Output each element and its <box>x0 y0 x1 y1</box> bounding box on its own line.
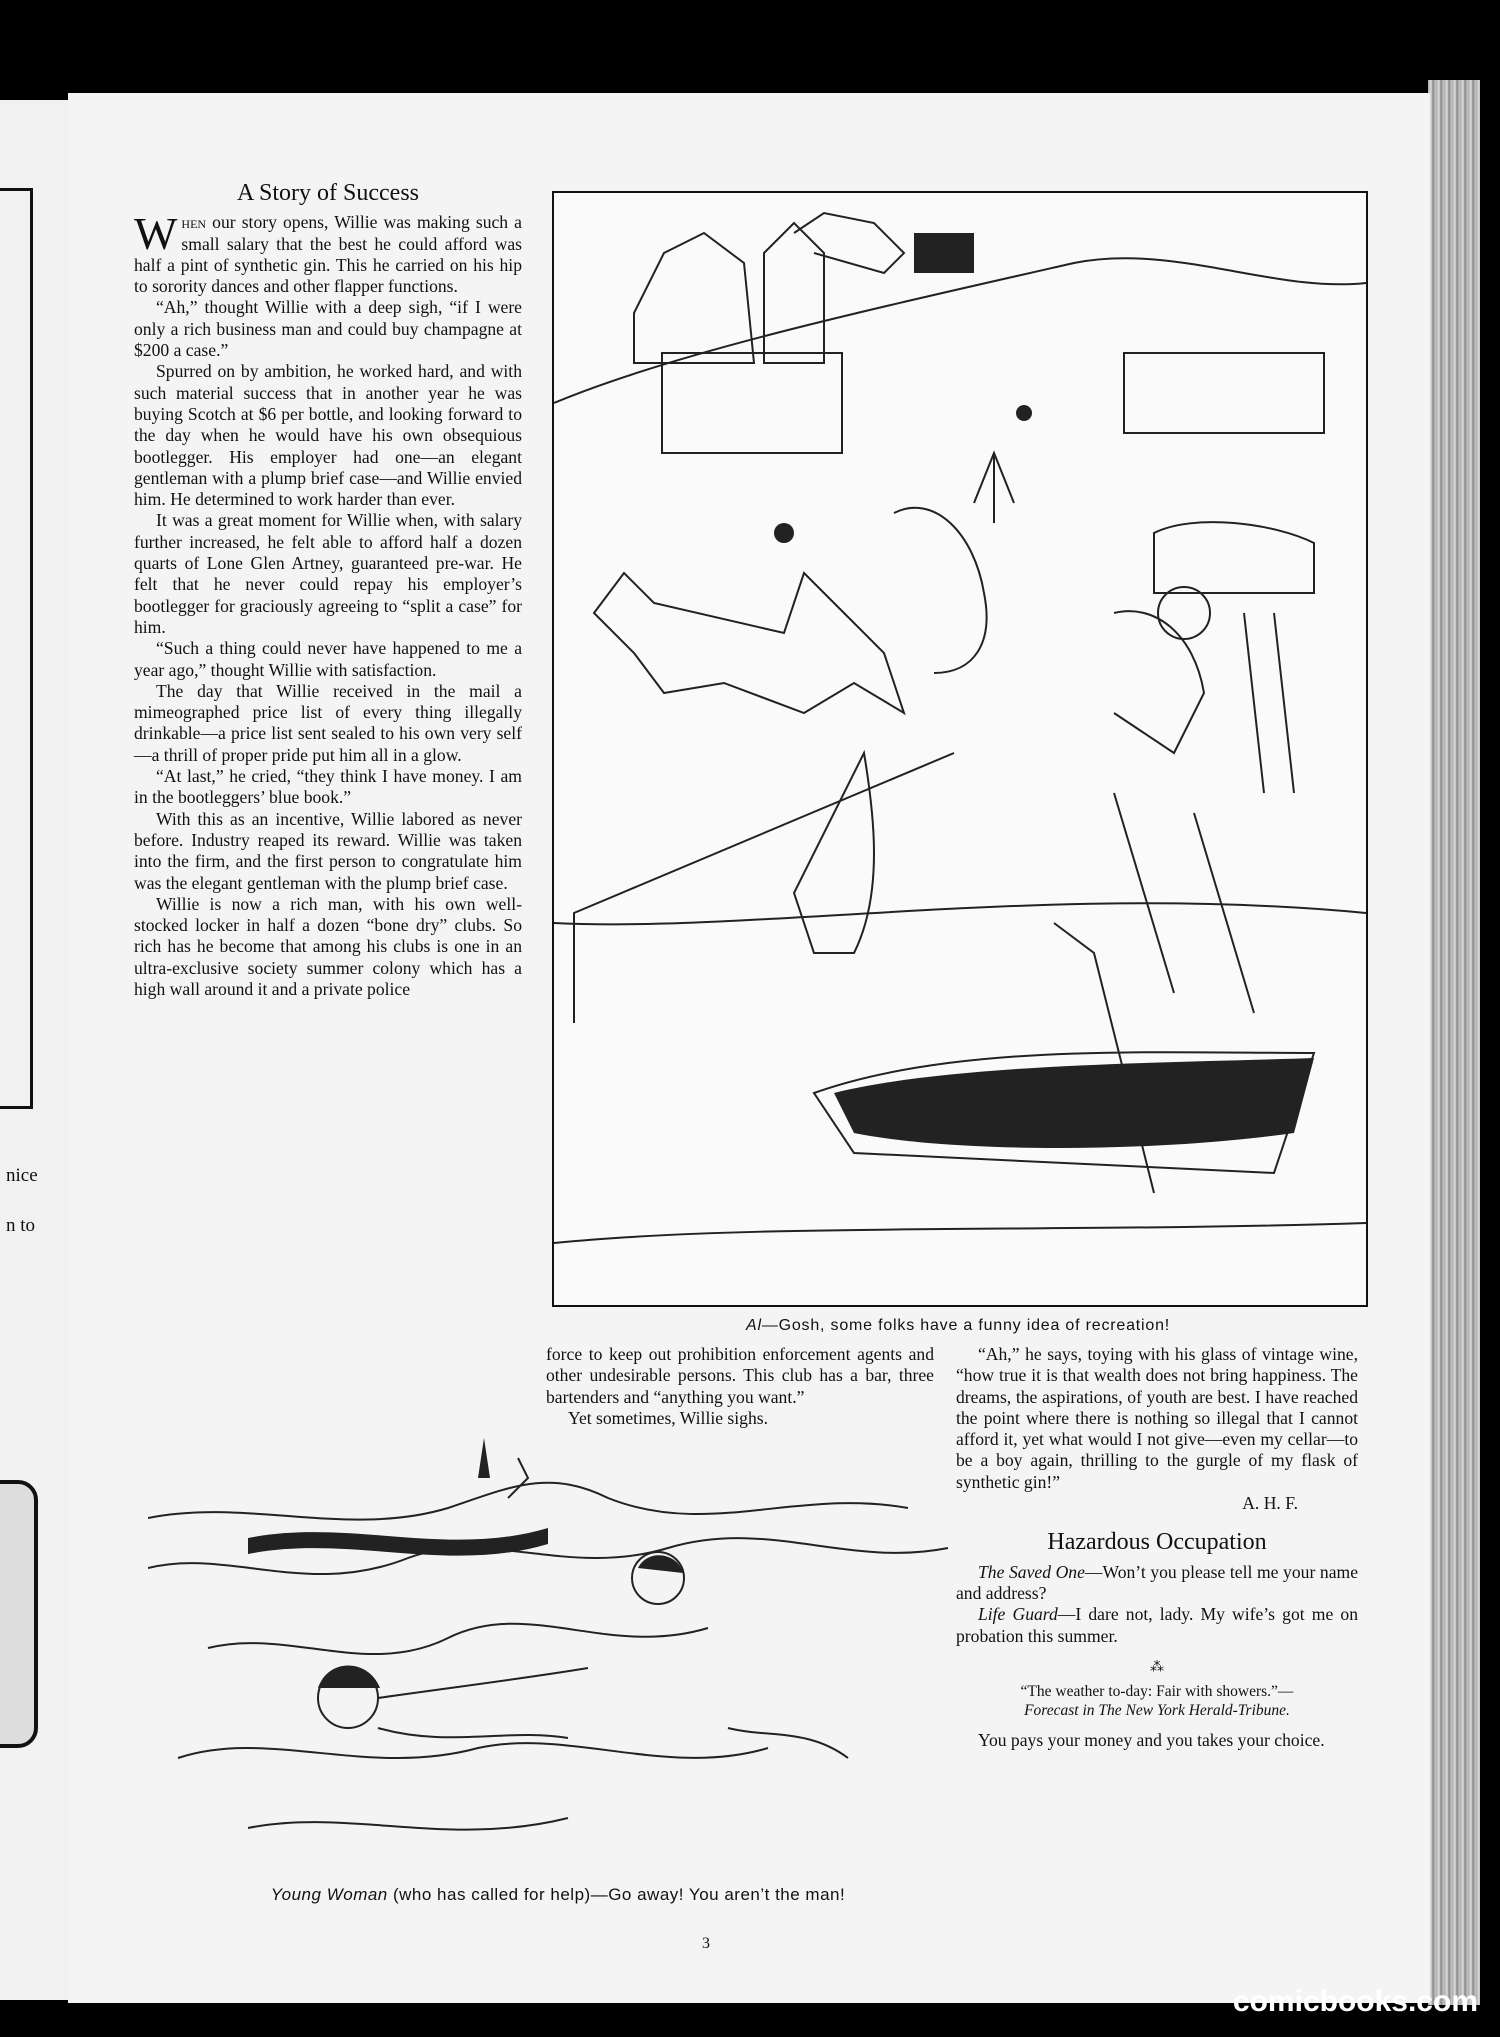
story-column-1 <box>134 180 522 1000</box>
page-edge <box>1428 80 1480 2005</box>
hazard-line: The Saved One—Won’t you please tell me your name and address? <box>956 1561 1358 1603</box>
recreation-cartoon <box>552 191 1368 1307</box>
story-paragraph: With this as an incentive, Willie labored as never before. Industry reaped its reward. Willie was taken into the firm, and the first person to congratulate him was the elegant gentleman with the plump brief case. <box>134 808 522 893</box>
story-paragraph: “Such a thing could never have happened to me a year ago,” thought Willie with satisfaction. <box>134 638 522 680</box>
story-paragraph: The day that Willie received in the mail a mimeographed price list of every thing illegally drinkable—a price list sent sealed to his own very self—a thrill of proper pride put him all in a glow. <box>134 680 522 765</box>
facing-page-fragment: n to <box>6 1215 36 1236</box>
facing-page-box <box>0 188 33 1109</box>
story-paragraph: “At last,” he cried, “they think I have money. I am in the bootleggers’ blue book.” <box>134 766 522 808</box>
story-column-3 <box>956 1344 1358 1751</box>
magazine-page <box>68 93 1430 2003</box>
weather-tagline: You pays your money and you takes your choice. <box>978 1730 1325 1751</box>
facing-page-illustration <box>0 1480 38 1748</box>
story-paragraph: Spurred on by ambition, he worked hard, and with such material success that in another year he was buying Scotch at $6 per bottle, and looking forward to the day when he would have his own obsequious bootlegger. His employer had one—an elegant gentleman with a plump brief case—and Willie envied him. He determined to work harder than ever. <box>134 361 522 510</box>
recreation-caption: Al—Gosh, some folks have a funny idea of recreation! <box>745 1317 1171 1334</box>
swimmer-caption: Young Woman (who has called for help)—Go away! You aren’t the man! <box>270 1885 846 1904</box>
signature: A. H. F. <box>1242 1493 1298 1514</box>
facing-page <box>0 100 71 2000</box>
hazard-line: Life Guard—I dare not, lady. My wife’s got me on probation this summer. <box>956 1604 1358 1646</box>
story-paragraph: Willie is now a rich man, with his own well-stocked locker in half a dozen “bone dry” clubs. So rich has he become that among his clubs is one in an ultra-exclusive society summer colony which has a high wall around it and a private police <box>134 893 522 999</box>
section-divider: ⁂ <box>1150 1659 1164 1675</box>
story-title: A Story of Success <box>237 180 419 206</box>
swimmer-cartoon-drawing <box>148 1428 988 1876</box>
story-paragraph: When our story opens, Willie was making such a small salary that the best he could afford was half a pint of synthetic gin. This he carried on his hip to sorority dances and other flapper functions. <box>134 208 522 297</box>
story-paragraph: “Ah,” thought Willie with a deep sigh, “if I were only a rich business man and could buy champagne at $200 a case.” <box>134 297 522 361</box>
story-paragraph: force to keep out prohibition enforcement agents and other undesirable persons. This club has a bar, three bartenders and “anything you want.” <box>546 1344 934 1407</box>
caption-speaker: Young Woman <box>270 1885 388 1904</box>
facing-page-fragment: nice <box>6 1165 38 1186</box>
caption-speaker: Al <box>745 1317 762 1334</box>
recreation-cartoon-drawing <box>554 193 1366 1305</box>
weather-quote: “The weather to-day: Fair with showers.”— <box>1020 1683 1294 1701</box>
story-paragraph: Yet sometimes, Willie sighs. <box>568 1407 769 1428</box>
story-column-2 <box>546 1344 934 1429</box>
drop-cap: W <box>134 208 178 260</box>
page-number: 3 <box>702 1935 710 1952</box>
swimmer-cartoon <box>148 1428 988 1876</box>
watermark: comicbooks.com <box>1232 1985 1478 2018</box>
story-paragraph: It was a great moment for Willie when, with salary further increased, he felt able to afford half a dozen quarts of Lone Glen Artney, guaranteed pre-war. He felt that he never could repay his employer’s bootlegger for graciously agreeing to “split a case” for him. <box>134 510 522 637</box>
hazard-title: Hazardous Occupation <box>1047 1529 1267 1556</box>
weather-source: Forecast in The New York Herald-Tribune. <box>1024 1702 1290 1720</box>
story-paragraph: “Ah,” he says, toying with his glass of vintage wine, “how true it is that wealth does not bring happiness. The dreams, the aspirations, of youth are best. I have reached the point where there is nothing so illegal that I cannot afford it, yet what would I not give—even my cellar—to be a boy again, thrilling to the gurgle of my flask of synthetic gin!” <box>956 1344 1358 1492</box>
